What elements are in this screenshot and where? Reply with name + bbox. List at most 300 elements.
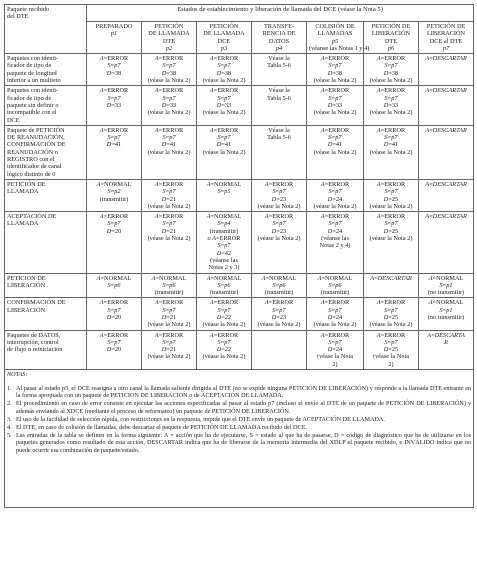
cell-line: (véase la Nota 2) bbox=[147, 235, 191, 243]
note-text: El uso de la facilidad de selección rápida, con restricciones en la respuesta, impide que el DTE envíe un paquete de ACEPTACIÓN DE LLAMADA. bbox=[16, 415, 385, 423]
column-header-line: PETICIÓN bbox=[154, 23, 184, 30]
column-header-p4 bbox=[252, 22, 307, 54]
table-cell bbox=[142, 330, 197, 369]
table-cell bbox=[307, 179, 364, 211]
table-cell bbox=[419, 273, 474, 298]
cell-line: S=p7 bbox=[384, 188, 398, 196]
row-header-line: paquete de longitud bbox=[7, 69, 57, 77]
column-header-line: LIBERACIÓN bbox=[371, 30, 411, 38]
cell-line: A=ERROR bbox=[264, 213, 294, 221]
row-header bbox=[5, 86, 87, 125]
cell-line: (transmitir) bbox=[320, 289, 350, 297]
cell-line: (véanse las bbox=[210, 256, 238, 264]
column-header-line: DTE bbox=[162, 37, 176, 45]
table-cell bbox=[419, 330, 474, 369]
cell-line: D=42 bbox=[216, 249, 232, 257]
cell-line: D=20 bbox=[106, 313, 122, 321]
cell-line: D=23 bbox=[271, 227, 287, 235]
cell-line: D=21 bbox=[161, 227, 177, 235]
cell-line: S=p7 bbox=[328, 338, 342, 346]
cell-line: A=ERROR bbox=[209, 55, 239, 63]
column-header-note: (véanse las Notas 1 y 4) bbox=[309, 44, 370, 52]
cell-line: (transmitir) bbox=[209, 289, 239, 297]
row-header-line: Paquete de PETICIÓN bbox=[7, 126, 65, 134]
cell-line: S=p7 bbox=[272, 220, 286, 228]
cell-line: A=ERROR bbox=[209, 126, 239, 134]
notes-title: NOTAS: bbox=[7, 371, 28, 379]
cell-line: A=DESCARTAR bbox=[425, 126, 467, 134]
cell-line: A=ERROR bbox=[320, 213, 350, 221]
cell-line: D=33 bbox=[161, 101, 177, 109]
cell-line: S=p6 bbox=[162, 281, 176, 289]
row-header-line: ACEPTACIÓN DE bbox=[7, 213, 57, 221]
table-cell bbox=[364, 179, 419, 211]
cell-line: Notas 2 y 4) bbox=[319, 242, 351, 250]
column-state-code: p6 bbox=[387, 44, 395, 52]
row-header-line: ficador de tipo de bbox=[7, 94, 52, 102]
cell-line: A=DESCARTAR bbox=[425, 55, 467, 63]
cell-line: A=NORMAL bbox=[151, 274, 187, 282]
column-state-code: p1 bbox=[110, 30, 118, 38]
table-cell bbox=[252, 212, 307, 273]
table-cell bbox=[419, 54, 474, 86]
cell-line: A=ERROR bbox=[376, 180, 406, 188]
cell-line: A=ERROR bbox=[99, 126, 129, 134]
column-header-line: COLISIÓN DE bbox=[315, 23, 355, 30]
table-cell bbox=[364, 86, 419, 125]
table-cell bbox=[142, 125, 197, 179]
row-header-line: DE REANUDACIÓN, bbox=[7, 134, 65, 142]
cell-line: D=21 bbox=[161, 346, 177, 354]
cell-line: A=NORMAL bbox=[428, 299, 464, 307]
table-cell bbox=[419, 298, 474, 330]
cell-line: S=p7 bbox=[162, 220, 176, 228]
state-transition-table bbox=[4, 4, 474, 508]
cell-line: A=ERROR bbox=[154, 87, 184, 95]
table-cell bbox=[364, 125, 419, 179]
table-cell bbox=[364, 273, 419, 298]
cell-line: D=24 bbox=[327, 195, 343, 203]
note-item bbox=[7, 416, 471, 424]
cell-line: A=ERROR bbox=[99, 87, 129, 95]
row-header bbox=[5, 54, 87, 86]
cell-line: (no transmitir) bbox=[427, 289, 465, 297]
column-header-p3 bbox=[197, 22, 252, 54]
cell-line: D=38 bbox=[216, 69, 232, 77]
table-cell bbox=[307, 212, 364, 273]
row-header-line: DCE bbox=[7, 116, 20, 124]
cell-line: (transmitir) bbox=[99, 195, 129, 203]
column-header-line: PREPARADO bbox=[95, 23, 133, 30]
row-header-line: de flujo o reiniciación bbox=[7, 346, 63, 354]
column-header-p1 bbox=[87, 22, 142, 54]
cell-line: S=p6 bbox=[328, 281, 342, 289]
note-item bbox=[7, 400, 471, 415]
cell-line: S=p7 bbox=[107, 220, 121, 228]
cell-line: A=ERROR bbox=[154, 55, 184, 63]
column-header-p5 bbox=[307, 22, 370, 54]
cell-line: (véase la Nota 2) bbox=[147, 202, 191, 210]
table-cell bbox=[307, 86, 364, 125]
table-cell bbox=[87, 125, 142, 179]
cell-line: (transmitir) bbox=[264, 289, 294, 297]
table-cell bbox=[142, 273, 197, 298]
cell-line: A=NORMAL bbox=[317, 274, 353, 282]
column-header-line: DTE bbox=[384, 37, 398, 45]
cell-line: S=p7 bbox=[217, 62, 231, 70]
cell-line: D=21 bbox=[161, 313, 177, 321]
table-cell bbox=[364, 298, 419, 330]
cell-line: (véase la Nota 2) bbox=[202, 109, 246, 117]
cell-line: A=ERROR bbox=[264, 180, 294, 188]
cell-line: A=ERROR bbox=[376, 331, 406, 339]
cell-line: Véase la bbox=[268, 87, 290, 95]
column-header-line: PETICIÓN DE bbox=[371, 23, 411, 30]
cell-line: D=38 bbox=[327, 69, 343, 77]
cell-line: A=ERROR bbox=[320, 55, 350, 63]
row-header-line: REANUDACIÓN o bbox=[7, 148, 58, 156]
column-header-line: DCE al DTE bbox=[429, 37, 463, 45]
table-cell bbox=[419, 86, 474, 125]
table-cell bbox=[197, 298, 252, 330]
column-header-p7 bbox=[419, 22, 474, 54]
cell-line: S=p1 bbox=[439, 306, 453, 314]
cell-line: A=ERROR bbox=[376, 126, 406, 134]
row-header-line: LLAMADA bbox=[7, 220, 39, 228]
cell-line: S=p6 bbox=[272, 281, 286, 289]
cell-line: A=ERROR bbox=[154, 331, 184, 339]
column-header-line: TRANSFE- bbox=[263, 23, 295, 30]
cell-line: Tabla 5-6 bbox=[267, 94, 291, 102]
cell-line: D=41 bbox=[161, 141, 177, 149]
column-state-code: p5 bbox=[331, 37, 339, 45]
cell-line: D=24 bbox=[327, 313, 343, 321]
cell-line: D=25 bbox=[383, 195, 399, 203]
table-cell bbox=[364, 54, 419, 86]
cell-line: (véase la Nota 2) bbox=[313, 321, 357, 329]
cell-line: S=p7 bbox=[328, 306, 342, 314]
cell-line: (no transmitir) bbox=[427, 313, 465, 321]
table-cell bbox=[419, 179, 474, 211]
cell-line: D=24 bbox=[327, 227, 343, 235]
cell-line: Notas 2 y 3) bbox=[208, 264, 240, 272]
row-header-line: lógico distinto de 0 bbox=[7, 170, 56, 178]
row-header-line: Paquetes de DATOS, bbox=[7, 331, 61, 339]
row-header-line: ficador de tipo de bbox=[7, 62, 52, 70]
cell-line: (véase la Nota 2) bbox=[313, 109, 357, 117]
column-state-code: p3 bbox=[220, 44, 228, 52]
table-cell bbox=[252, 86, 307, 125]
note-number: 1. bbox=[7, 384, 12, 392]
table-cell bbox=[197, 330, 252, 369]
cell-line: R bbox=[444, 338, 448, 346]
corner-header-line: Paquete recibido bbox=[7, 6, 50, 13]
cell-line: D=21 bbox=[161, 195, 177, 203]
cell-line: A=ERROR bbox=[99, 55, 129, 63]
cell-line: (véase la Nota bbox=[316, 353, 353, 361]
cell-line: o A=ERROR bbox=[207, 235, 241, 243]
table-cell bbox=[307, 54, 364, 86]
table-cell bbox=[87, 212, 142, 273]
table-cell bbox=[142, 212, 197, 273]
cell-line: D=38 bbox=[161, 69, 177, 77]
column-state-code: p4 bbox=[275, 44, 283, 52]
row-header bbox=[5, 330, 87, 369]
notes-cell bbox=[5, 370, 474, 508]
column-header-line: DATOS bbox=[268, 37, 290, 45]
table-cell bbox=[142, 86, 197, 125]
row-header-line: LIBERACIÓN bbox=[7, 281, 46, 289]
cell-line: A=ERROR bbox=[154, 213, 184, 221]
cell-line: (véase la Nota bbox=[372, 353, 409, 361]
cell-line: A=ERROR bbox=[320, 180, 350, 188]
column-header-line: LLAMADAS bbox=[317, 30, 353, 38]
row-header-line: interrupción, control bbox=[7, 338, 59, 346]
cell-line: S=p7 bbox=[384, 134, 398, 142]
column-header-p6 bbox=[364, 22, 419, 54]
table-cell bbox=[252, 273, 307, 298]
table-cell bbox=[87, 298, 142, 330]
row-header bbox=[5, 212, 87, 273]
cell-line: A=NORMAL bbox=[206, 180, 242, 188]
row-header-line: REGISTRO con el bbox=[7, 156, 55, 164]
column-header-line: DCE bbox=[217, 37, 231, 45]
table-row bbox=[5, 125, 474, 179]
cell-line: (véase la Nota 2) bbox=[147, 148, 191, 156]
cell-line: S=p7 bbox=[384, 94, 398, 102]
cell-line: S=p5 bbox=[217, 188, 231, 196]
column-header-line: DE LLAMADA bbox=[148, 30, 190, 38]
cell-line: D=20 bbox=[106, 346, 122, 354]
cell-line: D=38 bbox=[383, 69, 399, 77]
table-cell bbox=[197, 179, 252, 211]
cell-line: A=ERROR bbox=[99, 299, 129, 307]
note-text: Las entradas de la tabla se definen en la forma siguiente: A = acción que ha de ejecutarse, S = estado al que ha de pasarse, D = código de diagnóstico que ha de utilizarse en los paquetes generados como resultado de esta acción, DESCARTAR indica que ha de liberarse de la memoria intermedia del XDLP el paquete recibido, e INVÁLIDO indica que no puede ocurrir esa combinación de paquete/estado. bbox=[16, 431, 472, 454]
cell-line: D=33 bbox=[216, 101, 232, 109]
cell-line: (véase la Nota 2) bbox=[369, 202, 413, 210]
cell-line: S=p7 bbox=[217, 134, 231, 142]
note-number: 5. bbox=[7, 431, 12, 439]
cell-line: S=p7 bbox=[217, 94, 231, 102]
cell-line: (véase la Nota 2) bbox=[257, 321, 301, 329]
cell-line: (véase la Nota 2) bbox=[369, 109, 413, 117]
cell-line: A=ERROR bbox=[209, 87, 239, 95]
cell-line: D=20 bbox=[106, 227, 122, 235]
cell-line: A=ERROR bbox=[154, 180, 184, 188]
header-title-row bbox=[5, 5, 474, 22]
cell-line: D=25 bbox=[383, 346, 399, 354]
note-item bbox=[7, 432, 471, 455]
cell-line: D=22 bbox=[216, 313, 232, 321]
cell-line: S=p7 bbox=[107, 338, 121, 346]
cell-line: A=ERROR bbox=[99, 331, 129, 339]
corner-header bbox=[5, 5, 87, 54]
cell-line: D=25 bbox=[383, 313, 399, 321]
cell-line: S=p7 bbox=[328, 62, 342, 70]
table-cell bbox=[307, 330, 364, 369]
cell-line: A=ERROR bbox=[320, 299, 350, 307]
cell-line: (véase la Nota 2) bbox=[313, 77, 357, 85]
row-header bbox=[5, 125, 87, 179]
cell-line: S=p7 bbox=[384, 306, 398, 314]
cell-line: A=ERROR bbox=[376, 55, 406, 63]
cell-line: S=p7 bbox=[162, 134, 176, 142]
note-text: El procedimiento en caso de error consiste en ejecutar las acciones especificadas al pasar al estado p7 (incluso el envío al DTE de un paquete de PETICIÓN DE LIBERACIÓN) y además enviando al XDCE (mediante el proceso de reformateo) un paquete de PETICIÓN DE LIBERACIÓN. bbox=[16, 400, 472, 415]
cell-line: S=p7 bbox=[162, 306, 176, 314]
cell-line: D=41 bbox=[383, 141, 399, 149]
cell-line: A=NORMAL bbox=[206, 213, 242, 221]
cell-line: S=p7 bbox=[272, 306, 286, 314]
column-state-code: p7 bbox=[442, 44, 450, 52]
note-item bbox=[7, 385, 471, 400]
cell-line: D=23 bbox=[271, 195, 287, 203]
cell-line: A=ERROR bbox=[320, 331, 350, 339]
table-cell bbox=[307, 273, 364, 298]
table-cell bbox=[419, 125, 474, 179]
cell-line: D=25 bbox=[383, 227, 399, 235]
cell-line: D=33 bbox=[383, 101, 399, 109]
table-title: Estados de establecimiento y liberación de llamada del DCE (véase la Nota 5) bbox=[87, 5, 474, 22]
cell-line: (transmitir) bbox=[209, 227, 239, 235]
row-header-line: CONFIRMACIÓN DE bbox=[7, 141, 66, 149]
cell-line: D=41 bbox=[327, 141, 343, 149]
cell-line: S=p7 bbox=[217, 306, 231, 314]
cell-line: S=p7 bbox=[162, 188, 176, 196]
cell-line: S=p7 bbox=[272, 188, 286, 196]
cell-line: (véase la Nota 2) bbox=[313, 148, 357, 156]
cell-line: A=NORMAL bbox=[96, 180, 132, 188]
cell-line: (véase la Nota 2) bbox=[257, 235, 301, 243]
table-body bbox=[5, 54, 474, 508]
cell-line: A=ERROR bbox=[320, 87, 350, 95]
cell-line: D=33 bbox=[106, 101, 122, 109]
table-cell bbox=[87, 179, 142, 211]
table-cell bbox=[197, 54, 252, 86]
row-header-line: LIBERACIÓN bbox=[7, 306, 46, 314]
cell-line: D=33 bbox=[327, 101, 343, 109]
cell-line: A=NORMAL bbox=[206, 274, 242, 282]
column-header-line: LIBERACIÓN bbox=[426, 30, 466, 38]
cell-line: D=22 bbox=[216, 346, 232, 354]
cell-line: Véase la bbox=[268, 55, 290, 63]
cell-line: (véase la Nota 2) bbox=[257, 202, 301, 210]
table-cell bbox=[197, 86, 252, 125]
note-text: Al pasar al estado p5, el DCE reasigna a otro canal la llamada saliente dirigida al DTE (no se expide ninguna PETICIÓN DE LIBERACIÓN) y responde a la llamada DTE entrante en la forma apropiada con un paquete de PETICION DE LIBERACION o de ACEPTACIÓN DE LLAMADA. bbox=[16, 384, 472, 400]
cell-line: (véase la Nota 2) bbox=[313, 202, 357, 210]
cell-line: S=p4 bbox=[217, 220, 231, 228]
row-header-line: PETICIÓN DE bbox=[7, 180, 46, 188]
cell-line: 2) bbox=[332, 360, 338, 368]
table-cell bbox=[197, 125, 252, 179]
table-cell bbox=[87, 86, 142, 125]
column-header-line: PETICIÓN bbox=[209, 23, 239, 30]
row-header-line: CONFIRMACIÓN DE bbox=[7, 299, 66, 307]
row-header-line: Paquetes con identi- bbox=[7, 55, 59, 63]
cell-line: A=ERROR bbox=[154, 299, 184, 307]
cell-line: (véase la Nota 2) bbox=[147, 321, 191, 329]
cell-line: (véase la Nota 2) bbox=[202, 321, 246, 329]
row-header-line: paquete sin definir o bbox=[7, 101, 59, 109]
row-header-line: LLAMADA bbox=[7, 188, 39, 196]
cell-line: S=p7 bbox=[217, 338, 231, 346]
table-cell bbox=[252, 179, 307, 211]
table-cell bbox=[252, 54, 307, 86]
cell-line: S=p7 bbox=[328, 188, 342, 196]
note-number: 3. bbox=[7, 415, 12, 423]
cell-line: (véase la Nota 2) bbox=[202, 148, 246, 156]
table-cell bbox=[419, 212, 474, 273]
column-header-line: PETICIÓN DE bbox=[426, 23, 466, 30]
cell-line: A=NORMAL bbox=[261, 274, 297, 282]
table-cell bbox=[252, 330, 307, 369]
cell-line: 2) bbox=[388, 360, 394, 368]
cell-line: A=ERROR bbox=[209, 299, 239, 307]
cell-line: Tabla 5-6 bbox=[267, 62, 291, 70]
cell-line: D=38 bbox=[106, 69, 122, 77]
row-header bbox=[5, 298, 87, 330]
cell-line: A=DESCARTAR bbox=[425, 87, 467, 95]
cell-line: A=NORMAL bbox=[96, 274, 132, 282]
cell-line: S=p7 bbox=[328, 94, 342, 102]
cell-line: A=ERROR bbox=[209, 331, 239, 339]
table-row bbox=[5, 298, 474, 330]
cell-line: A=DESCARTAR bbox=[425, 213, 467, 221]
cell-line: (véanse las bbox=[321, 235, 349, 243]
cell-line: S=p7 bbox=[107, 134, 121, 142]
cell-line: (véase la Nota 2) bbox=[147, 77, 191, 85]
cell-line: S=p7 bbox=[162, 338, 176, 346]
row-header bbox=[5, 179, 87, 211]
table-cell bbox=[142, 179, 197, 211]
cell-line: A=ERROR bbox=[376, 87, 406, 95]
table-cell bbox=[142, 54, 197, 86]
row-header-line: incompatible con el bbox=[7, 109, 57, 117]
cell-line: S=p7 bbox=[162, 94, 176, 102]
notes-row bbox=[5, 370, 474, 508]
table-row bbox=[5, 330, 474, 369]
cell-line: D=41 bbox=[216, 141, 232, 149]
cell-line: S=p7 bbox=[384, 338, 398, 346]
column-header-p2 bbox=[142, 22, 197, 54]
cell-line: S=p6 bbox=[217, 281, 231, 289]
note-item bbox=[7, 424, 471, 432]
table-row bbox=[5, 86, 474, 125]
cell-line: S=p7 bbox=[217, 242, 231, 250]
table-cell bbox=[87, 330, 142, 369]
table-cell bbox=[307, 125, 364, 179]
cell-line: Tabla 5-6 bbox=[267, 134, 291, 142]
cell-line: A=ERROR bbox=[154, 126, 184, 134]
column-header-line: DE LLAMADA bbox=[203, 30, 245, 38]
row-header bbox=[5, 273, 87, 298]
cell-line: D=41 bbox=[106, 141, 122, 149]
cell-line: (véase la Nota 2) bbox=[147, 353, 191, 361]
note-number: 2. bbox=[7, 400, 12, 408]
cell-line: S=p7 bbox=[107, 94, 121, 102]
table-cell bbox=[252, 125, 307, 179]
table-header bbox=[5, 5, 474, 54]
table-cell bbox=[142, 298, 197, 330]
cell-line: A=DESCARTAR bbox=[370, 274, 412, 282]
cell-line: (véase la Nota 2) bbox=[369, 235, 413, 243]
cell-line: D=24 bbox=[327, 346, 343, 354]
table-cell bbox=[87, 273, 142, 298]
row-header-line: Paquetes con identi- bbox=[7, 87, 59, 95]
table-row bbox=[5, 273, 474, 298]
cell-line: A=ERROR bbox=[376, 213, 406, 221]
cell-line: S=p6 bbox=[107, 281, 121, 289]
table-row bbox=[5, 54, 474, 86]
